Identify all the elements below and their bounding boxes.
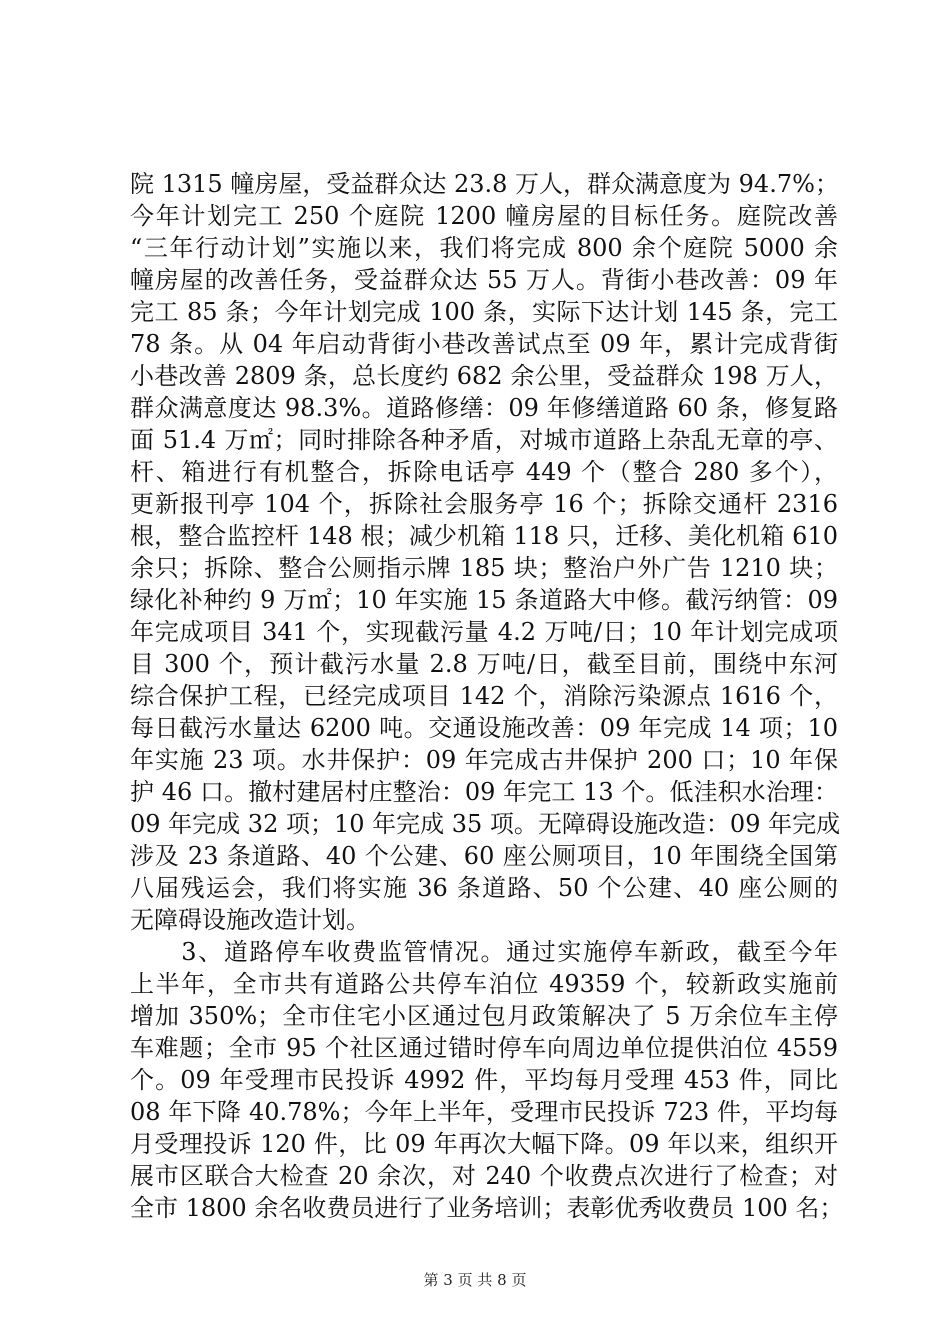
text-line: 更新报刊亭 104 个，拆除社会服务亭 16 个；拆除交通杆 2316 — [130, 490, 838, 518]
text-line: 完工 85 条；今年计划完成 100 条，实际下达计划 145 条，完工 — [130, 298, 838, 326]
text-line: 上半年，全市共有道路公共停车泊位 49359 个，较新政实施前 — [130, 970, 838, 998]
text-line: 余只；拆除、整合公厕指示牌 185 块；整治户外广告 1210 块； — [130, 554, 838, 582]
text-line: 展市区联合大检查 20 余次，对 240 个收费点次进行了检查；对 — [130, 1162, 838, 1190]
text-line: 护 46 口。撤村建居村庄整治：09 年完工 13 个。低洼积水治理： — [130, 778, 838, 806]
text-line: 无障碍设施改造计划。 — [130, 906, 370, 934]
text-line: 78 条。从 04 年启动背街小巷改善试点至 09 年，累计完成背街 — [130, 330, 838, 358]
text-line: 3、道路停车收费监管情况。通过实施停车新政，截至今年 — [130, 938, 838, 966]
text-line: 涉及 23 条道路、40 个公建、60 座公厕项目，10 年围绕全国第 — [130, 842, 838, 870]
text-line: 综合保护工程，已经完成项目 142 个，消除污染源点 1616 个， — [130, 682, 838, 710]
text-line: 08 年下降 40.78%；今年上半年，受理市民投诉 723 件，平均每 — [130, 1098, 838, 1126]
text-line: 群众满意度达 98.3%。道路修缮：09 年修缮道路 60 条，修复路 — [130, 394, 838, 422]
text-line: 年完成项目 341 个，实现截污量 4.2 万吨/日；10 年计划完成项 — [130, 618, 838, 646]
text-line: 每日截污水量达 6200 吨。交通设施改善：09 年完成 14 项；10 — [130, 714, 838, 742]
text-line: 院 1315 幢房屋，受益群众达 23.8 万人，群众满意度为 94.7%； — [130, 170, 839, 198]
text-line: 09 年完成 32 项；10 年完成 35 项。无障碍设施改造：09 年完成 — [130, 810, 841, 838]
text-line: 根，整合监控杆 148 根；减少机箱 118 只，迁移、美化机箱 610 — [130, 522, 838, 550]
text-line: 面 51.4 万㎡；同时排除各种矛盾，对城市道路上杂乱无章的亭、 — [130, 426, 838, 454]
text-line: 车难题；全市 95 个社区通过错时停车向周边单位提供泊位 4559 — [130, 1034, 838, 1062]
text-line: 全市 1800 余名收费员进行了业务培训；表彰优秀收费员 100 名； — [130, 1194, 844, 1222]
text-line: 小巷改善 2809 条，总长度约 682 余公里，受益群众 198 万人， — [130, 362, 838, 390]
text-line: 幢房屋的改善任务，受益群众达 55 万人。背街小巷改善：09 年 — [130, 266, 838, 294]
text-line: 绿化补种约 9 万㎡；10 年实施 15 条道路大中修。截污纳管：09 — [130, 586, 838, 614]
text-line: “三年行动计划”实施以来，我们将完成 800 余个庭院 5000 余 — [130, 234, 838, 262]
text-line: 年实施 23 项。水井保护：09 年完成古井保护 200 口；10 年保 — [130, 746, 838, 774]
text-line: 八届残运会，我们将实施 36 条道路、50 个公建、40 座公厕的 — [130, 874, 838, 902]
text-line: 今年计划完工 250 个庭院 1200 幢房屋的目标任务。庭院改善 — [130, 202, 838, 230]
page-footer: 第 3 页 共 8 页 — [423, 1271, 527, 1289]
body-text — [130, 168, 844, 1224]
text-line: 目 300 个，预计截污水量 2.8 万吨/日，截至目前，围绕中东河 — [130, 650, 838, 678]
text-line: 杆、箱进行有机整合，拆除电话亭 449 个（整合 280 多个）， — [130, 458, 838, 486]
text-line: 增加 350%；全市住宅小区通过包月政策解决了 5 万余位车主停 — [130, 1002, 838, 1030]
text-line: 个。09 年受理市民投诉 4992 件，平均每月受理 453 件，同比 — [130, 1066, 838, 1094]
text-line: 月受理投诉 120 件，比 09 年再次大幅下降。09 年以来，组织开 — [130, 1130, 838, 1158]
